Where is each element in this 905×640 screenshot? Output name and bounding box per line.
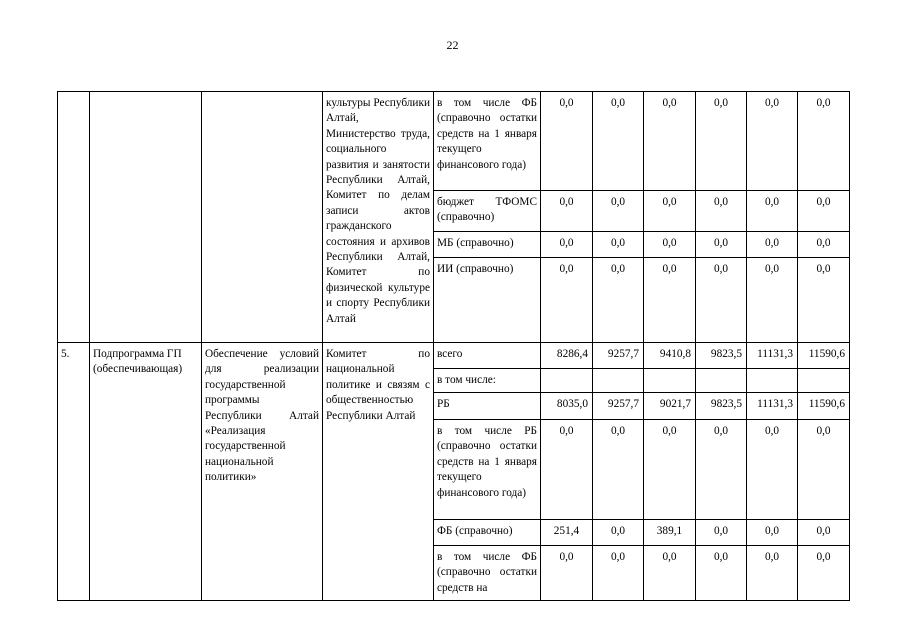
value-cell: 0,0 [696,546,747,601]
value-cell: 0,0 [798,420,850,520]
value-cell: 11590,6 [798,393,850,420]
budget-table [57,91,850,601]
table-row [58,92,850,191]
value-cell: 9257,7 [593,343,644,369]
value-cell: 9823,5 [696,393,747,420]
value-cell: 0,0 [696,92,747,191]
type-cell-empty [90,92,202,343]
source-cell: ФБ (справочно) [434,520,541,546]
name-cell-empty [202,92,323,343]
value-cell: 0,0 [644,420,696,520]
value-cell-empty [541,369,593,393]
value-cell: 0,0 [747,546,798,601]
value-cell: 0,0 [593,520,644,546]
value-cell: 8286,4 [541,343,593,369]
value-cell: 0,0 [747,92,798,191]
value-cell: 9823,5 [696,343,747,369]
value-cell: 9021,7 [644,393,696,420]
source-cell: в том числе: [434,369,541,393]
value-cell: 8035,0 [541,393,593,420]
value-cell: 0,0 [541,92,593,191]
value-cell: 0,0 [644,232,696,258]
value-cell: 0,0 [798,546,850,601]
value-cell: 0,0 [747,232,798,258]
executor-cell: культуры Республики Алтай, Министерство труда, социального развития и занятости Республики Алтай, Комитет по делам записи актов гражданского состояния и архивов Республики Алтай, Комитет по физической культуре и спорту Республики Алтай [323,92,434,343]
value-cell: 0,0 [696,420,747,520]
source-cell: всего [434,343,541,369]
value-cell: 0,0 [747,191,798,232]
value-cell: 0,0 [747,258,798,343]
value-cell: 0,0 [644,92,696,191]
value-cell: 11131,3 [747,393,798,420]
value-cell-empty [696,369,747,393]
source-cell: в том числе ФБ (справочно остатки средств на 1 января текущего финансового года) [434,92,541,191]
value-cell-empty [747,369,798,393]
value-cell: 0,0 [593,546,644,601]
value-cell: 9257,7 [593,393,644,420]
value-cell: 0,0 [644,258,696,343]
value-cell: 0,0 [593,191,644,232]
value-cell: 0,0 [644,191,696,232]
value-cell: 389,1 [644,520,696,546]
value-cell: 0,0 [798,258,850,343]
source-text: в том числе ФБ (справочно остатки средств на [437,551,537,594]
table-row [58,343,850,369]
page-number: 22 [446,38,459,52]
value-cell: 0,0 [593,232,644,258]
value-cell: 0,0 [593,258,644,343]
source-cell: МБ (справочно) [434,232,541,258]
value-cell: 0,0 [798,92,850,191]
value-cell: 11131,3 [747,343,798,369]
value-cell: 9410,8 [644,343,696,369]
value-cell: 0,0 [696,520,747,546]
value-cell-empty [644,369,696,393]
source-cell: РБ [434,393,541,420]
source-cell [434,546,541,601]
value-cell: 0,0 [696,258,747,343]
value-cell: 0,0 [541,420,593,520]
source-cell: в том числе РБ (справочно остатки средств на 1 января текущего финансового года) [434,420,541,520]
value-cell: 0,0 [747,520,798,546]
value-cell: 0,0 [798,191,850,232]
source-cell: бюджет ТФОМС (справочно) [434,191,541,232]
value-cell: 0,0 [644,546,696,601]
name-cell: Обеспечение условий для реализации государственной программы Республики Алтай «Реализация государственной национальной политики» [202,343,323,601]
value-cell: 0,0 [593,420,644,520]
value-cell: 0,0 [541,258,593,343]
value-cell-empty [593,369,644,393]
source-cell: ИИ (справочно) [434,258,541,343]
number-cell: 5. [58,343,90,601]
value-cell: 0,0 [696,232,747,258]
value-cell: 11590,6 [798,343,850,369]
value-cell: 0,0 [541,232,593,258]
value-cell: 0,0 [747,420,798,520]
value-cell: 0,0 [541,546,593,601]
value-cell: 251,4 [541,520,593,546]
value-cell: 0,0 [696,191,747,232]
value-cell: 0,0 [798,520,850,546]
value-cell: 0,0 [593,92,644,191]
value-cell: 0,0 [541,191,593,232]
executor-cell: Комитет по национальной политике и связям с общественностью Республики Алтай [323,343,434,601]
number-cell-empty [58,92,90,343]
value-cell-empty [798,369,850,393]
value-cell: 0,0 [798,232,850,258]
type-cell: Подпрограмма ГП (обеспечивающая) [90,343,202,601]
